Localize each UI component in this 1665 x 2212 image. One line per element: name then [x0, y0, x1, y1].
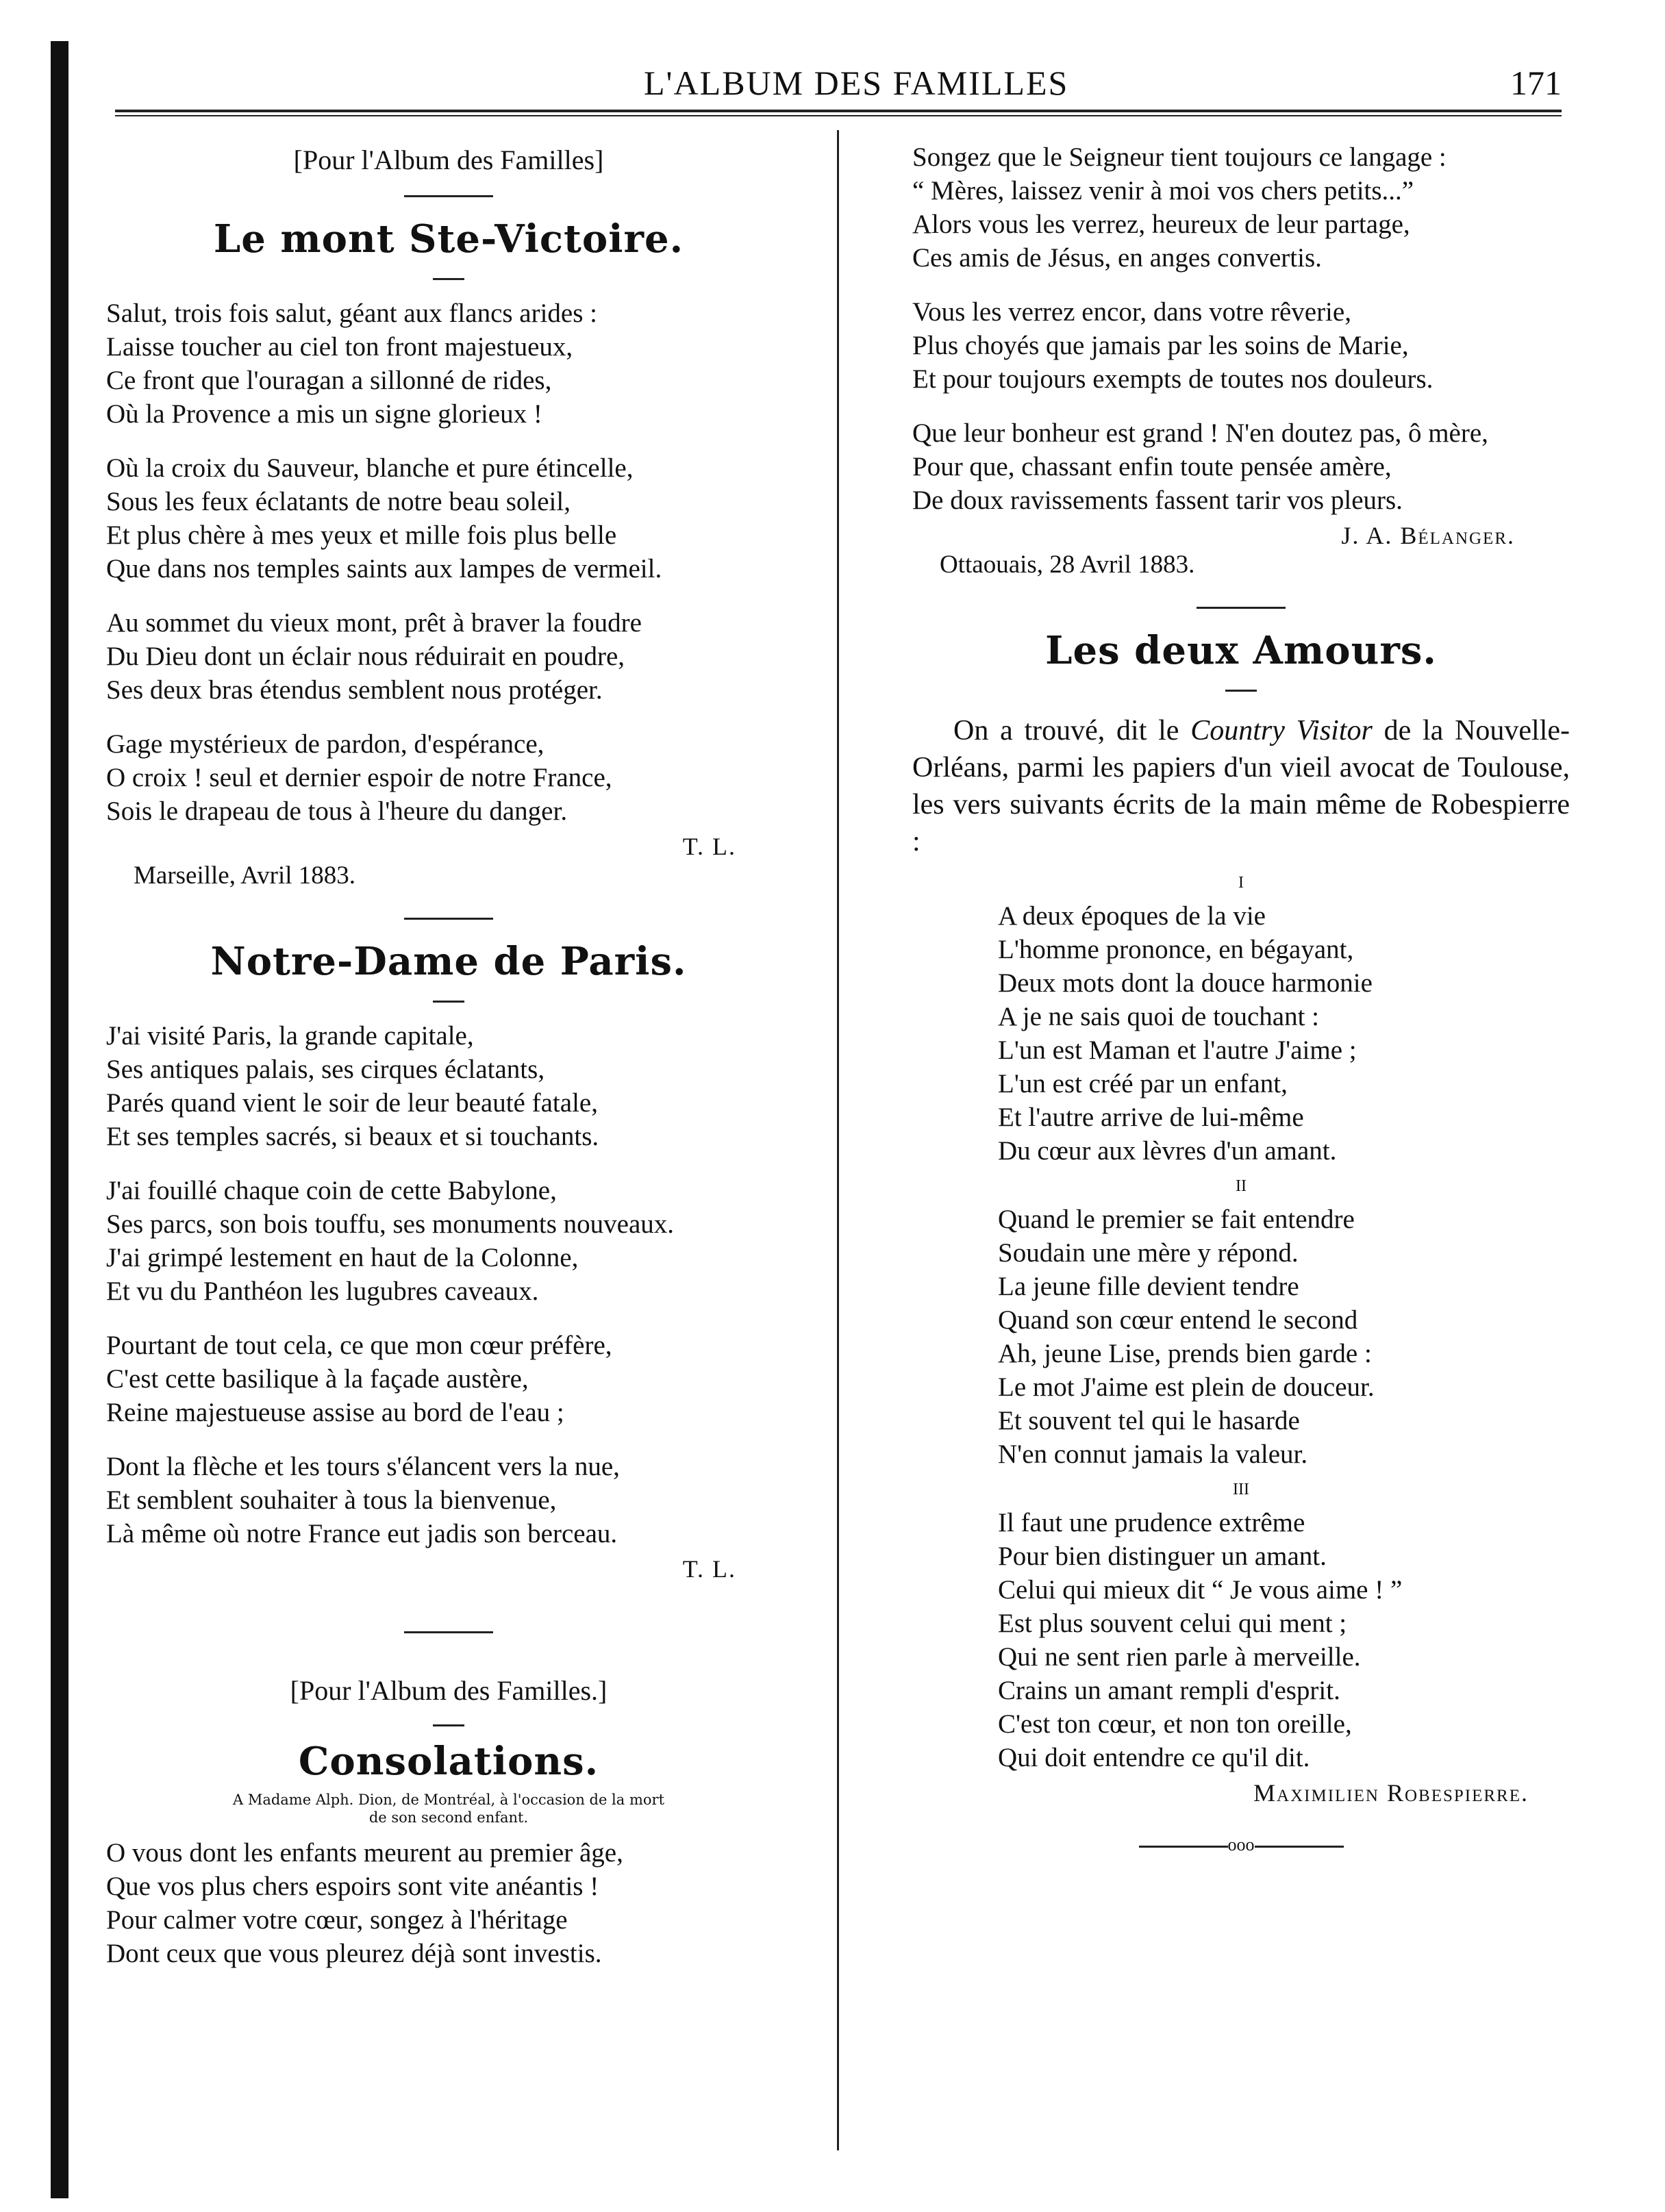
verse-line: Laisse toucher au ciel ton front majestueux, [106, 332, 573, 362]
page-edge-bar [51, 41, 68, 2198]
stanza [106, 451, 791, 586]
intro-text: On a trouvé, dit le [953, 715, 1191, 746]
author-signature: T. L. [682, 833, 736, 860]
verse-line: Là même où notre France eut jadis son berceau. [106, 1519, 618, 1548]
intro-text: de la Nouvelle-Orléans, parmi les papiers d'un vieil avocat de Toulouse, les vers suivants écrits de la main même de Robespierre : [912, 715, 1570, 857]
verse-line: J'ai visité Paris, la grande capitale, [106, 1021, 474, 1051]
title-rule [433, 278, 464, 280]
verse-line: Gage mystérieux de pardon, d'espérance, [106, 729, 544, 759]
verse-line: Pourtant de tout cela, ce que mon cœur préfère, [106, 1331, 612, 1360]
verse-line: Quand le premier se fait entendre [998, 1205, 1355, 1234]
dedication-line: A Madame Alph. Dion, de Montréal, à l'occasion de la mort [232, 1792, 665, 1808]
verse-line: Reine majestueuse assise au bord de l'eau ; [106, 1398, 564, 1427]
verse-line: Ce front que l'ouragan a sillonné de rides, [106, 366, 552, 395]
title-rule [1225, 690, 1257, 692]
verse-line: La jeune fille devient tendre [998, 1272, 1299, 1301]
verse-line: L'homme prononce, en bégayant, [998, 935, 1354, 964]
verse-line: J'ai fouillé chaque coin de cette Babylone, [106, 1176, 557, 1205]
verse-line: N'en connut jamais la valeur. [998, 1440, 1308, 1469]
verse-line: Sois le drapeau de tous à l'heure du danger. [106, 796, 568, 826]
stanza [106, 1450, 791, 1550]
separator-rule [404, 918, 493, 920]
poem-mont-ste-victoire [106, 216, 791, 890]
verse-line: O vous dont les enfants meurent au premier âge, [106, 1838, 623, 1868]
poem-title: Le mont Ste-Victoire. [213, 216, 684, 262]
verse-line: Dont la flèche et les tours s'élancent vers la nue, [106, 1452, 620, 1481]
stanza [106, 1329, 791, 1429]
article-les-deux-amours [912, 628, 1570, 1855]
poem-consolations [106, 1739, 791, 1970]
verse-line: C'est cette basilique à la façade austère, [106, 1364, 529, 1394]
verse-line: Ses deux bras étendus semblent nous protéger. [106, 675, 603, 705]
verse-line: L'un est Maman et l'autre J'aime ; [998, 1035, 1357, 1065]
source-newspaper: Country Visitor [1190, 715, 1373, 746]
header-rule [115, 110, 1562, 116]
poem-title: Notre-Dame de Paris. [210, 939, 687, 984]
ornament-text: ooo [1227, 1835, 1255, 1855]
verse-line: Soudain une mère y répond. [998, 1238, 1299, 1268]
verse-line: Du Dieu dont un éclair nous réduirait en poudre, [106, 642, 625, 671]
verse-line: Et plus chère à mes yeux et mille fois plus belle [106, 520, 617, 550]
stanza [106, 1019, 791, 1153]
source-note: [Pour l'Album des Familles.] [290, 1675, 608, 1706]
poem-title: Consolations. [298, 1739, 599, 1784]
verse-line: Où la croix du Sauveur, blanche et pure étincelle, [106, 453, 634, 483]
place-date: Marseille, Avril 1883. [134, 862, 356, 890]
stanza [912, 140, 1570, 275]
verse-line: Salut, trois fois salut, géant aux flancs arides : [106, 299, 598, 328]
verse-line: Crains un amant rempli d'esprit. [998, 1676, 1340, 1705]
verse-line: Et vu du Panthéon les lugubres caveaux. [106, 1277, 539, 1306]
verse-line: Du cœur aux lèvres d'un amant. [998, 1136, 1337, 1166]
stanza [912, 295, 1570, 396]
verse-line: Et ses temples sacrés, si beaux et si touchants. [106, 1122, 599, 1151]
verse-line: Que leur bonheur est grand ! N'en doutez pas, ô mère, [912, 418, 1488, 448]
verse-line: Pour calmer votre cœur, songez à l'héritage [106, 1905, 568, 1935]
separator-rule [1197, 607, 1286, 609]
verse-line: Que vos plus chers espoirs sont vite anéantis ! [106, 1872, 599, 1901]
author-signature: Maximilien Robespierre. [1253, 1779, 1529, 1807]
verse-line: Vous les verrez encor, dans votre rêverie, [912, 297, 1351, 327]
verse-line: O croix ! seul et dernier espoir de notre France, [106, 763, 612, 792]
stanza [912, 416, 1570, 517]
verse-line: Sous les feux éclatants de notre beau soleil, [106, 487, 571, 516]
verse-line: Et souvent tel qui le hasarde [998, 1406, 1300, 1435]
ornament-rule [1139, 1846, 1228, 1848]
verse-line: “ Mères, laissez venir à moi vos chers petits...” [912, 176, 1414, 205]
end-ornament [912, 1835, 1570, 1855]
verse-line: Et semblent souhaiter à tous la bienvenue, [106, 1485, 557, 1515]
page-number: 171 [1510, 64, 1562, 102]
robespierre-poem [912, 874, 1570, 1774]
verse-line: A deux époques de la vie [998, 901, 1266, 931]
separator-rule [404, 1631, 493, 1633]
left-column [106, 144, 791, 1991]
place-date: Ottaouais, 28 Avril 1883. [940, 551, 1195, 579]
stanza [106, 1174, 791, 1308]
verse-line: Est plus souvent celui qui ment ; [998, 1609, 1347, 1638]
stanza [998, 1203, 1570, 1471]
section-numeral: I [1238, 874, 1244, 892]
verse-line: Ses antiques palais, ses cirques éclatants, [106, 1055, 545, 1084]
right-column [912, 140, 1570, 1855]
source-note: [Pour l'Album des Familles] [293, 144, 604, 175]
stanza [106, 727, 791, 828]
separator-rule [433, 1724, 464, 1726]
verse-line: Il faut une prudence extrême [998, 1508, 1305, 1537]
dedication-line: de son second enfant. [368, 1809, 529, 1826]
verse-line: Pour bien distinguer un amant. [998, 1542, 1327, 1571]
verse-line: Où la Provence a mis un signe glorieux ! [106, 399, 542, 429]
title-rule [433, 1001, 464, 1003]
author-signature: J. A. Bélanger. [1341, 522, 1515, 549]
verse-line: Pour que, chassant enfin toute pensée amère, [912, 452, 1392, 481]
verse-line: Ses parcs, son bois touffu, ses monuments nouveaux. [106, 1209, 675, 1239]
stanza [106, 1836, 791, 1970]
verse-line: L'un est créé par un enfant, [998, 1069, 1288, 1098]
column-divider [837, 130, 839, 2150]
poem-consolations-continued [912, 140, 1570, 579]
verse-line: A je ne sais quoi de touchant : [998, 1002, 1319, 1031]
verse-line: Plus choyés que jamais par les soins de Marie, [912, 331, 1409, 360]
stanza [998, 1506, 1570, 1774]
verse-line: Et l'autre arrive de lui-même [998, 1103, 1304, 1132]
section-numeral: III [1233, 1481, 1249, 1498]
verse-line: Ces amis de Jésus, en anges convertis. [912, 243, 1322, 273]
article-title: Les deux Amours. [1045, 628, 1437, 673]
verse-line: Songez que le Seigneur tient toujours ce langage : [912, 142, 1447, 172]
section-numeral: II [1236, 1177, 1247, 1195]
verse-line: Quand son cœur entend le second [998, 1305, 1358, 1335]
verse-line: De doux ravissements fassent tarir vos pleurs. [912, 486, 1403, 515]
verse-line: Et pour toujours exempts de toutes nos douleurs. [912, 364, 1434, 394]
separator-rule [404, 195, 493, 197]
verse-line: Celui qui mieux dit “ Je vous aime ! ” [998, 1575, 1403, 1605]
verse-line: Dont ceux que vous pleurez déjà sont investis. [106, 1939, 602, 1968]
verse-line: Que dans nos temples saints aux lampes de vermeil. [106, 554, 662, 583]
stanza [106, 297, 791, 431]
stanza [106, 606, 791, 707]
ornament-rule [1255, 1846, 1344, 1848]
stanza [998, 899, 1570, 1168]
poem-notre-dame-de-paris [106, 939, 791, 1583]
verse-line: Le mot J'aime est plein de douceur. [998, 1372, 1375, 1402]
verse-line: Qui doit entendre ce qu'il dit. [998, 1743, 1310, 1772]
intro-paragraph [912, 712, 1570, 860]
verse-line: Au sommet du vieux mont, prêt à braver la foudre [106, 608, 642, 638]
running-title: L'ALBUM DES FAMILLES [644, 64, 1069, 102]
page-header [103, 63, 1562, 111]
verse-line: J'ai grimpé lestement en haut de la Colonne, [106, 1243, 579, 1272]
verse-line: Ah, jeune Lise, prends bien garde : [998, 1339, 1372, 1368]
verse-line: Deux mots dont la douce harmonie [998, 968, 1373, 998]
verse-line: Qui ne sent rien parle à merveille. [998, 1642, 1361, 1672]
verse-line: C'est ton cœur, et non ton oreille, [998, 1709, 1352, 1739]
verse-line: Alors vous les verrez, heureux de leur partage, [912, 210, 1410, 239]
verse-line: Parés quand vient le soir de leur beauté fatale, [106, 1088, 598, 1118]
dedication [106, 1791, 791, 1826]
author-signature: T. L. [682, 1555, 736, 1583]
